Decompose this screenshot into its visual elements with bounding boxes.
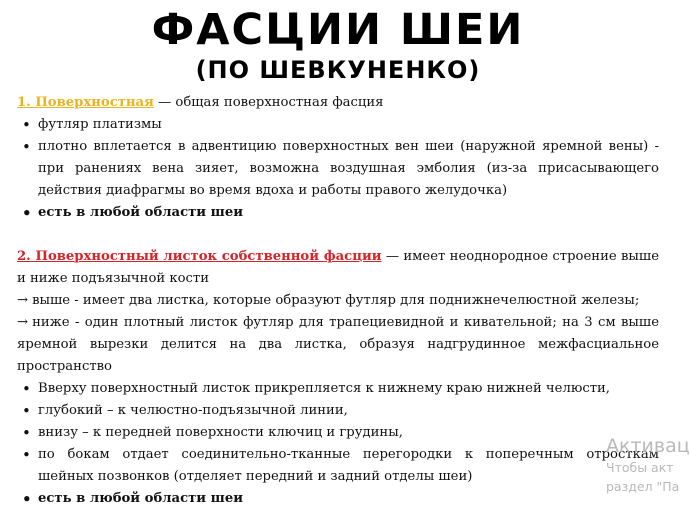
section-2-description: — имеет неоднородное строение выше и ниже подъязычной кости bbox=[17, 249, 659, 286]
section-2-list bbox=[17, 378, 659, 510]
page-subtitle: (ПО ШЕВКУНЕНКО) bbox=[195, 56, 481, 84]
list-item-emphasis: • есть в любой области шеи bbox=[17, 202, 659, 224]
arrow-right-icon: → bbox=[17, 293, 29, 308]
section-1-list bbox=[17, 114, 659, 224]
section-1-heading: 1. Поверхностная bbox=[17, 95, 154, 110]
list-item: • по бокам отдает соединительно-тканные перегородки к поперечным отросткам шейных позвонков (отделяет передний и задний отделы шеи) bbox=[17, 444, 659, 488]
list-item: • Вверху поверхностный листок прикрепляется к нижнему краю нижней челюсти, bbox=[17, 378, 659, 400]
list-item: • футляр платизмы bbox=[17, 114, 659, 136]
arrow-right-icon: → bbox=[17, 315, 29, 330]
section-1-description: — общая поверхностная фасция bbox=[153, 95, 384, 110]
section-2-intro bbox=[17, 246, 659, 290]
list-item: • внизу – к передней поверхности ключиц и грудины, bbox=[17, 422, 659, 444]
activation-watermark bbox=[606, 434, 690, 496]
watermark-line-2: Чтобы акт bbox=[606, 460, 674, 475]
above-text: выше - имеет два листка, которые образуют футляр для поднижнечелюстной железы; bbox=[32, 293, 640, 308]
page-title: ФАСЦИИ ШЕИ bbox=[151, 5, 525, 55]
list-item: • плотно вплетается в адвентицию поверхностных вен шеи (наружной яремной вены) - при ранениях вена зияет, возможна воздушная эмболия (из-за присасывающего действия диафрагмы во время вдоха и работы правого желудочка) bbox=[17, 136, 659, 202]
watermark-line-1: Активац bbox=[606, 435, 690, 457]
section-1-intro bbox=[17, 92, 659, 114]
section-2-heading: 2. Поверхностный листок собственной фасции bbox=[17, 249, 382, 264]
section-2-below bbox=[17, 312, 659, 378]
section-spacer bbox=[17, 224, 659, 246]
list-item: • глубокий – к челюстно-подъязычной линии, bbox=[17, 400, 659, 422]
document-body bbox=[17, 92, 659, 510]
section-2-above bbox=[17, 290, 659, 312]
below-text: ниже - один плотный листок футляр для трапециевидной и кивательной; на 3 см выше яремной вырезки делится на два листка, образуя надгрудинное межфасциальное пространство bbox=[17, 315, 659, 374]
watermark-line-3: раздел "Па bbox=[606, 479, 680, 494]
list-item-emphasis: • есть в любой области шеи bbox=[17, 488, 659, 510]
